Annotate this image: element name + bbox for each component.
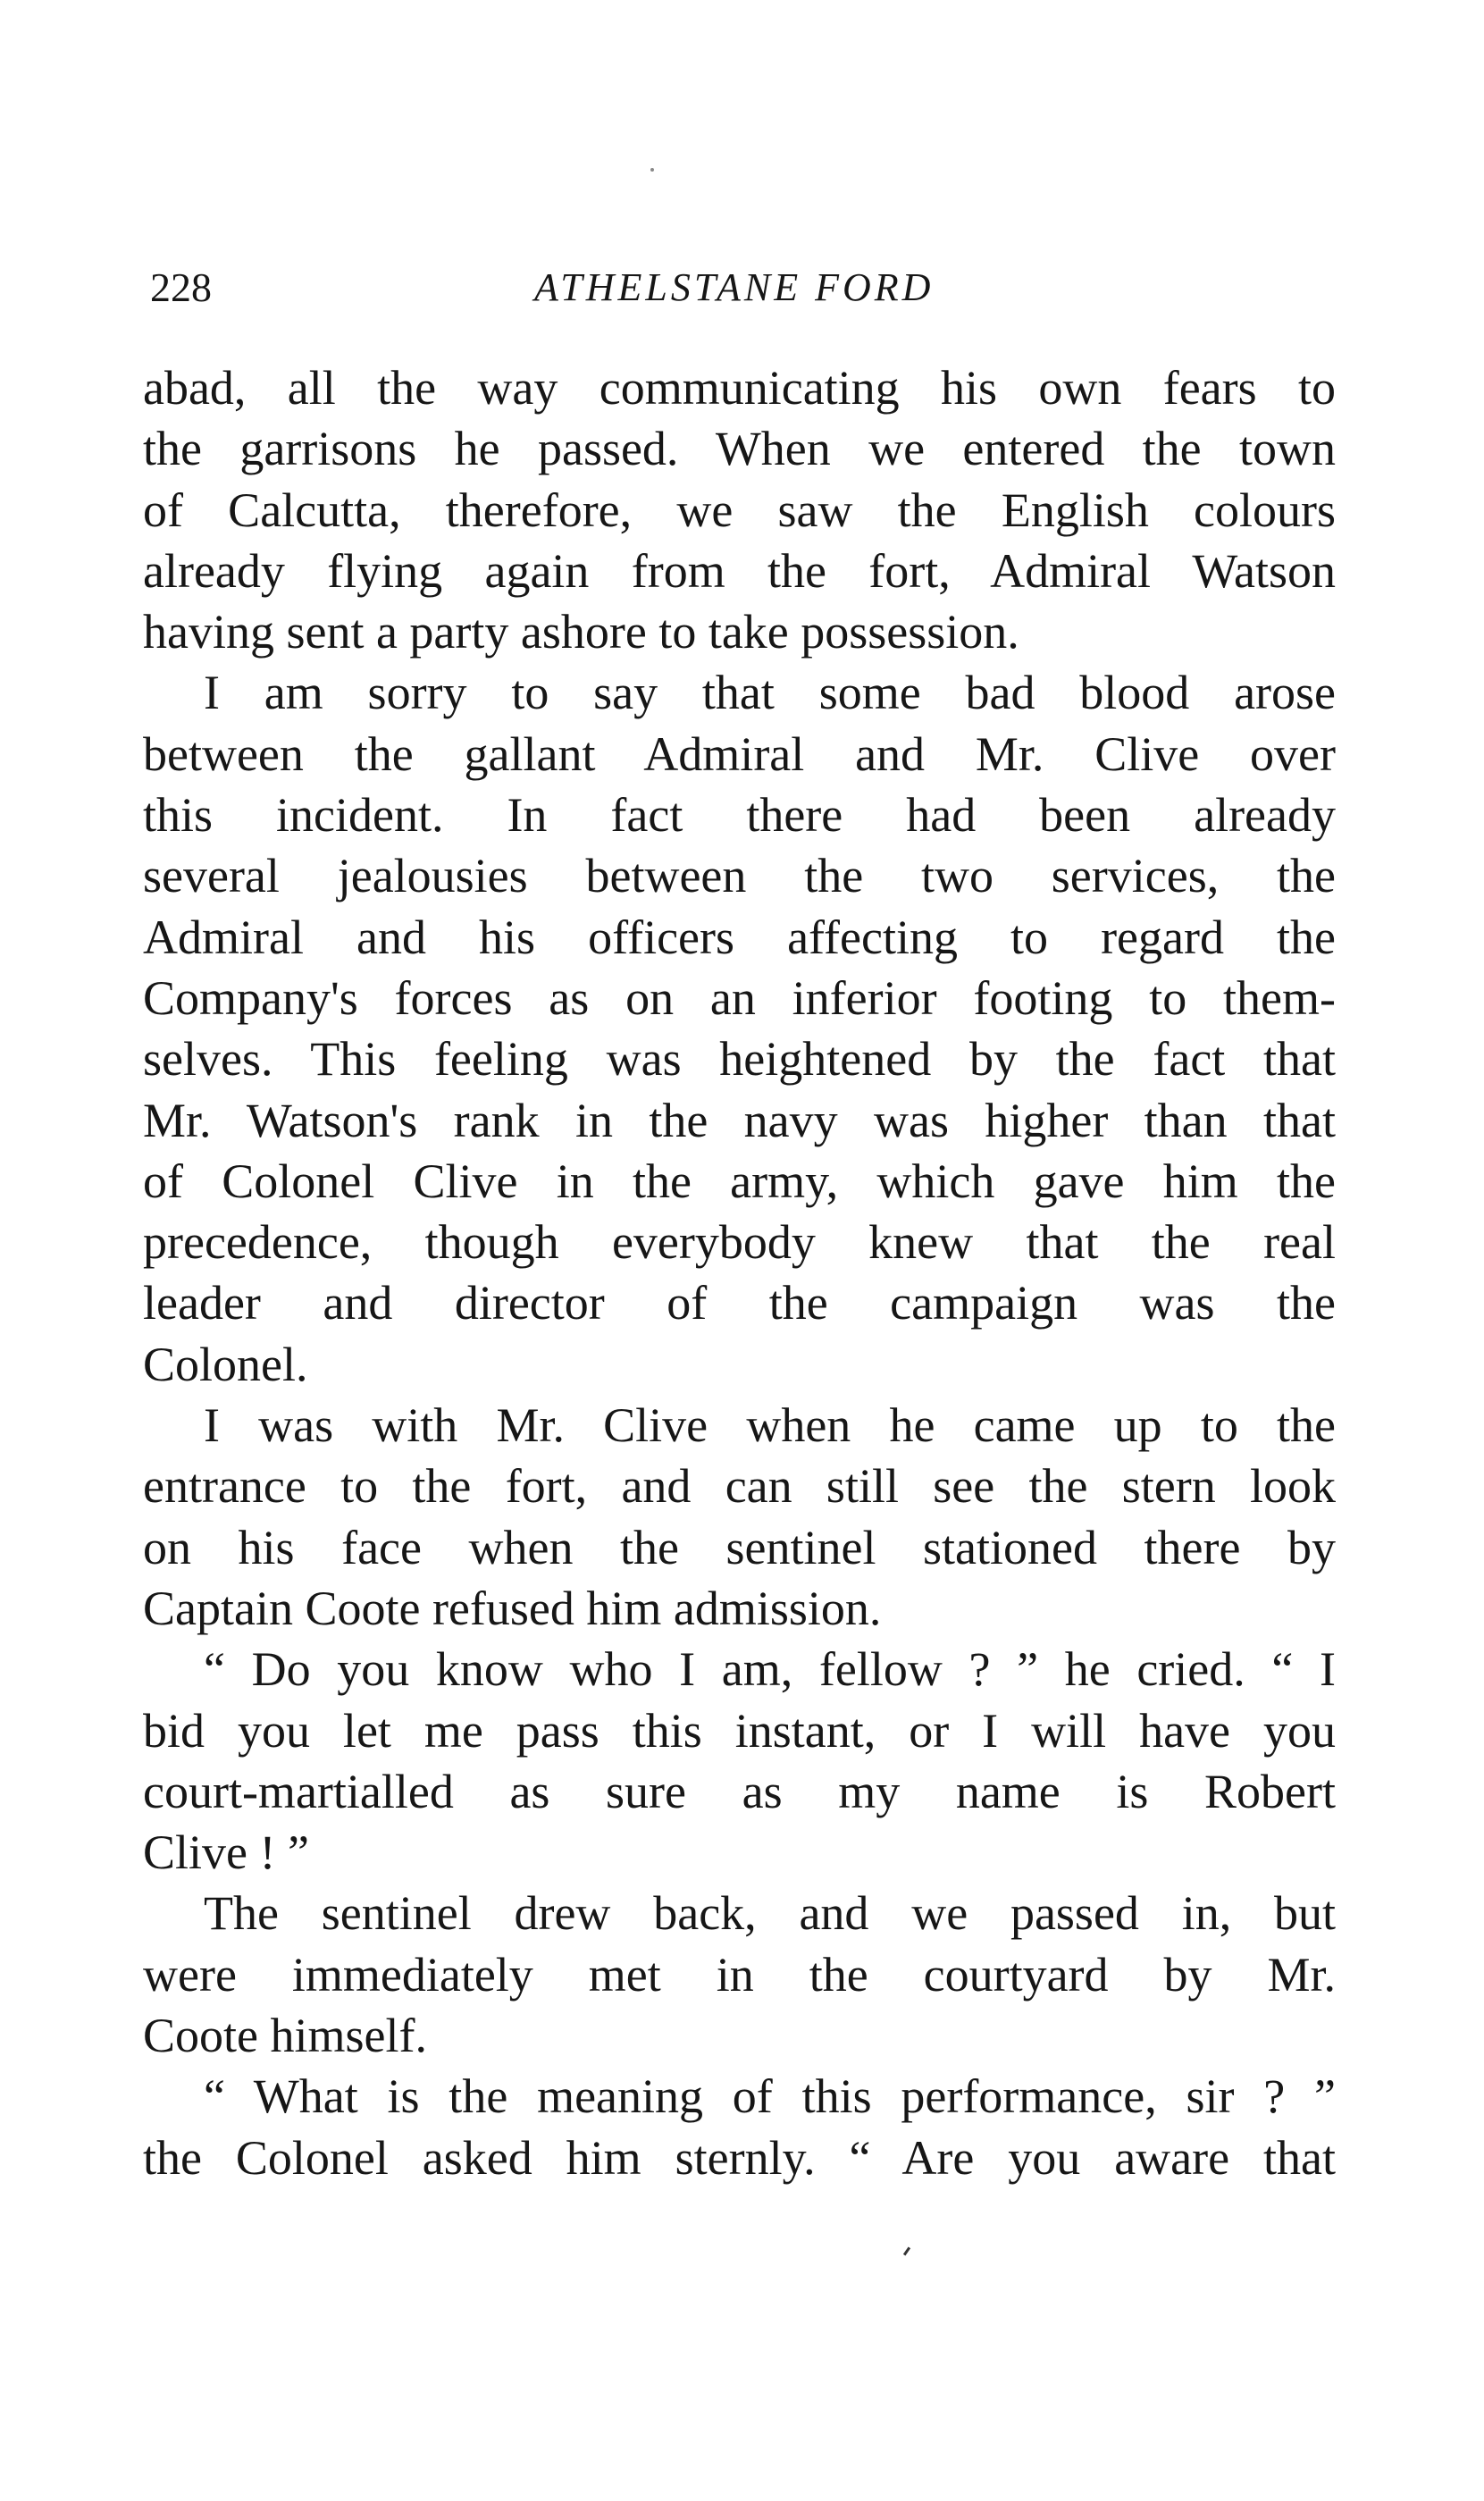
text-line: Clive ! ” [143, 1825, 309, 1880]
text-line: bid you let me pass this instant, or I will have you [143, 1703, 1336, 1758]
text-line: “ What is the meaning of this performance, sir ? ” [204, 2069, 1336, 2124]
text-line: of Calcutta, therefore, we saw the English colours [143, 483, 1336, 537]
text-line: entrance to the fort, and can still see the stern look [143, 1459, 1336, 1514]
speck-mark [650, 168, 654, 172]
text-line: precedence, though everybody knew that the real [143, 1215, 1336, 1270]
text-line: Admiral and his officers affecting to regard the [143, 910, 1336, 964]
text-line: the Colonel asked him sternly. “ Are you aware that [143, 2130, 1336, 2185]
text-line: were immediately met in the courtyard by Mr. [143, 1947, 1336, 2002]
page-number: 228 [150, 264, 212, 310]
text-line: abad, all the way communicating his own fears to [143, 361, 1336, 415]
text-line: the garrisons he passed. When we entered the town [143, 422, 1336, 476]
text-line: having sent a party ashore to take possession. [143, 605, 1019, 659]
body-text [143, 357, 1336, 2188]
text-line: I am sorry to say that some bad blood arose [204, 666, 1336, 720]
page-header [150, 261, 1338, 315]
text-line: Colonel. [143, 1337, 308, 1391]
text-line: “ Do you know who I am, fellow ? ” he cried. “ I [204, 1642, 1336, 1697]
text-line: Mr. Watson's rank in the navy was higher than that [143, 1093, 1336, 1147]
text-line: already flying again from the fort, Admiral Watson [143, 543, 1336, 598]
text-line: The sentinel drew back, and we passed in, but [204, 1886, 1336, 1941]
ink-mark [903, 2247, 910, 2256]
text-line: leader and director of the campaign was the [143, 1276, 1336, 1330]
text-line: between the gallant Admiral and Mr. Clive over [143, 726, 1336, 781]
text-line: this incident. In fact there had been already [143, 788, 1336, 843]
text-line: I was with Mr. Clive when he came up to the [204, 1398, 1336, 1453]
text-line: court-martialled as sure as my name is Robert [143, 1764, 1336, 1818]
running-title: ATHELSTANE FORD [534, 265, 935, 309]
text-line: of Colonel Clive in the army, which gave him the [143, 1154, 1336, 1208]
text-line: several jealousies between the two services, the [143, 849, 1336, 903]
text-line: Company's forces as on an inferior footing to them- [143, 970, 1336, 1025]
text-line: selves. This feeling was heightened by the fact that [143, 1032, 1336, 1087]
text-line: Captain Coote refused him admission. [143, 1581, 882, 1635]
text-line: on his face when the sentinel stationed there by [143, 1520, 1336, 1574]
text-line: Coote himself. [143, 2009, 427, 2063]
